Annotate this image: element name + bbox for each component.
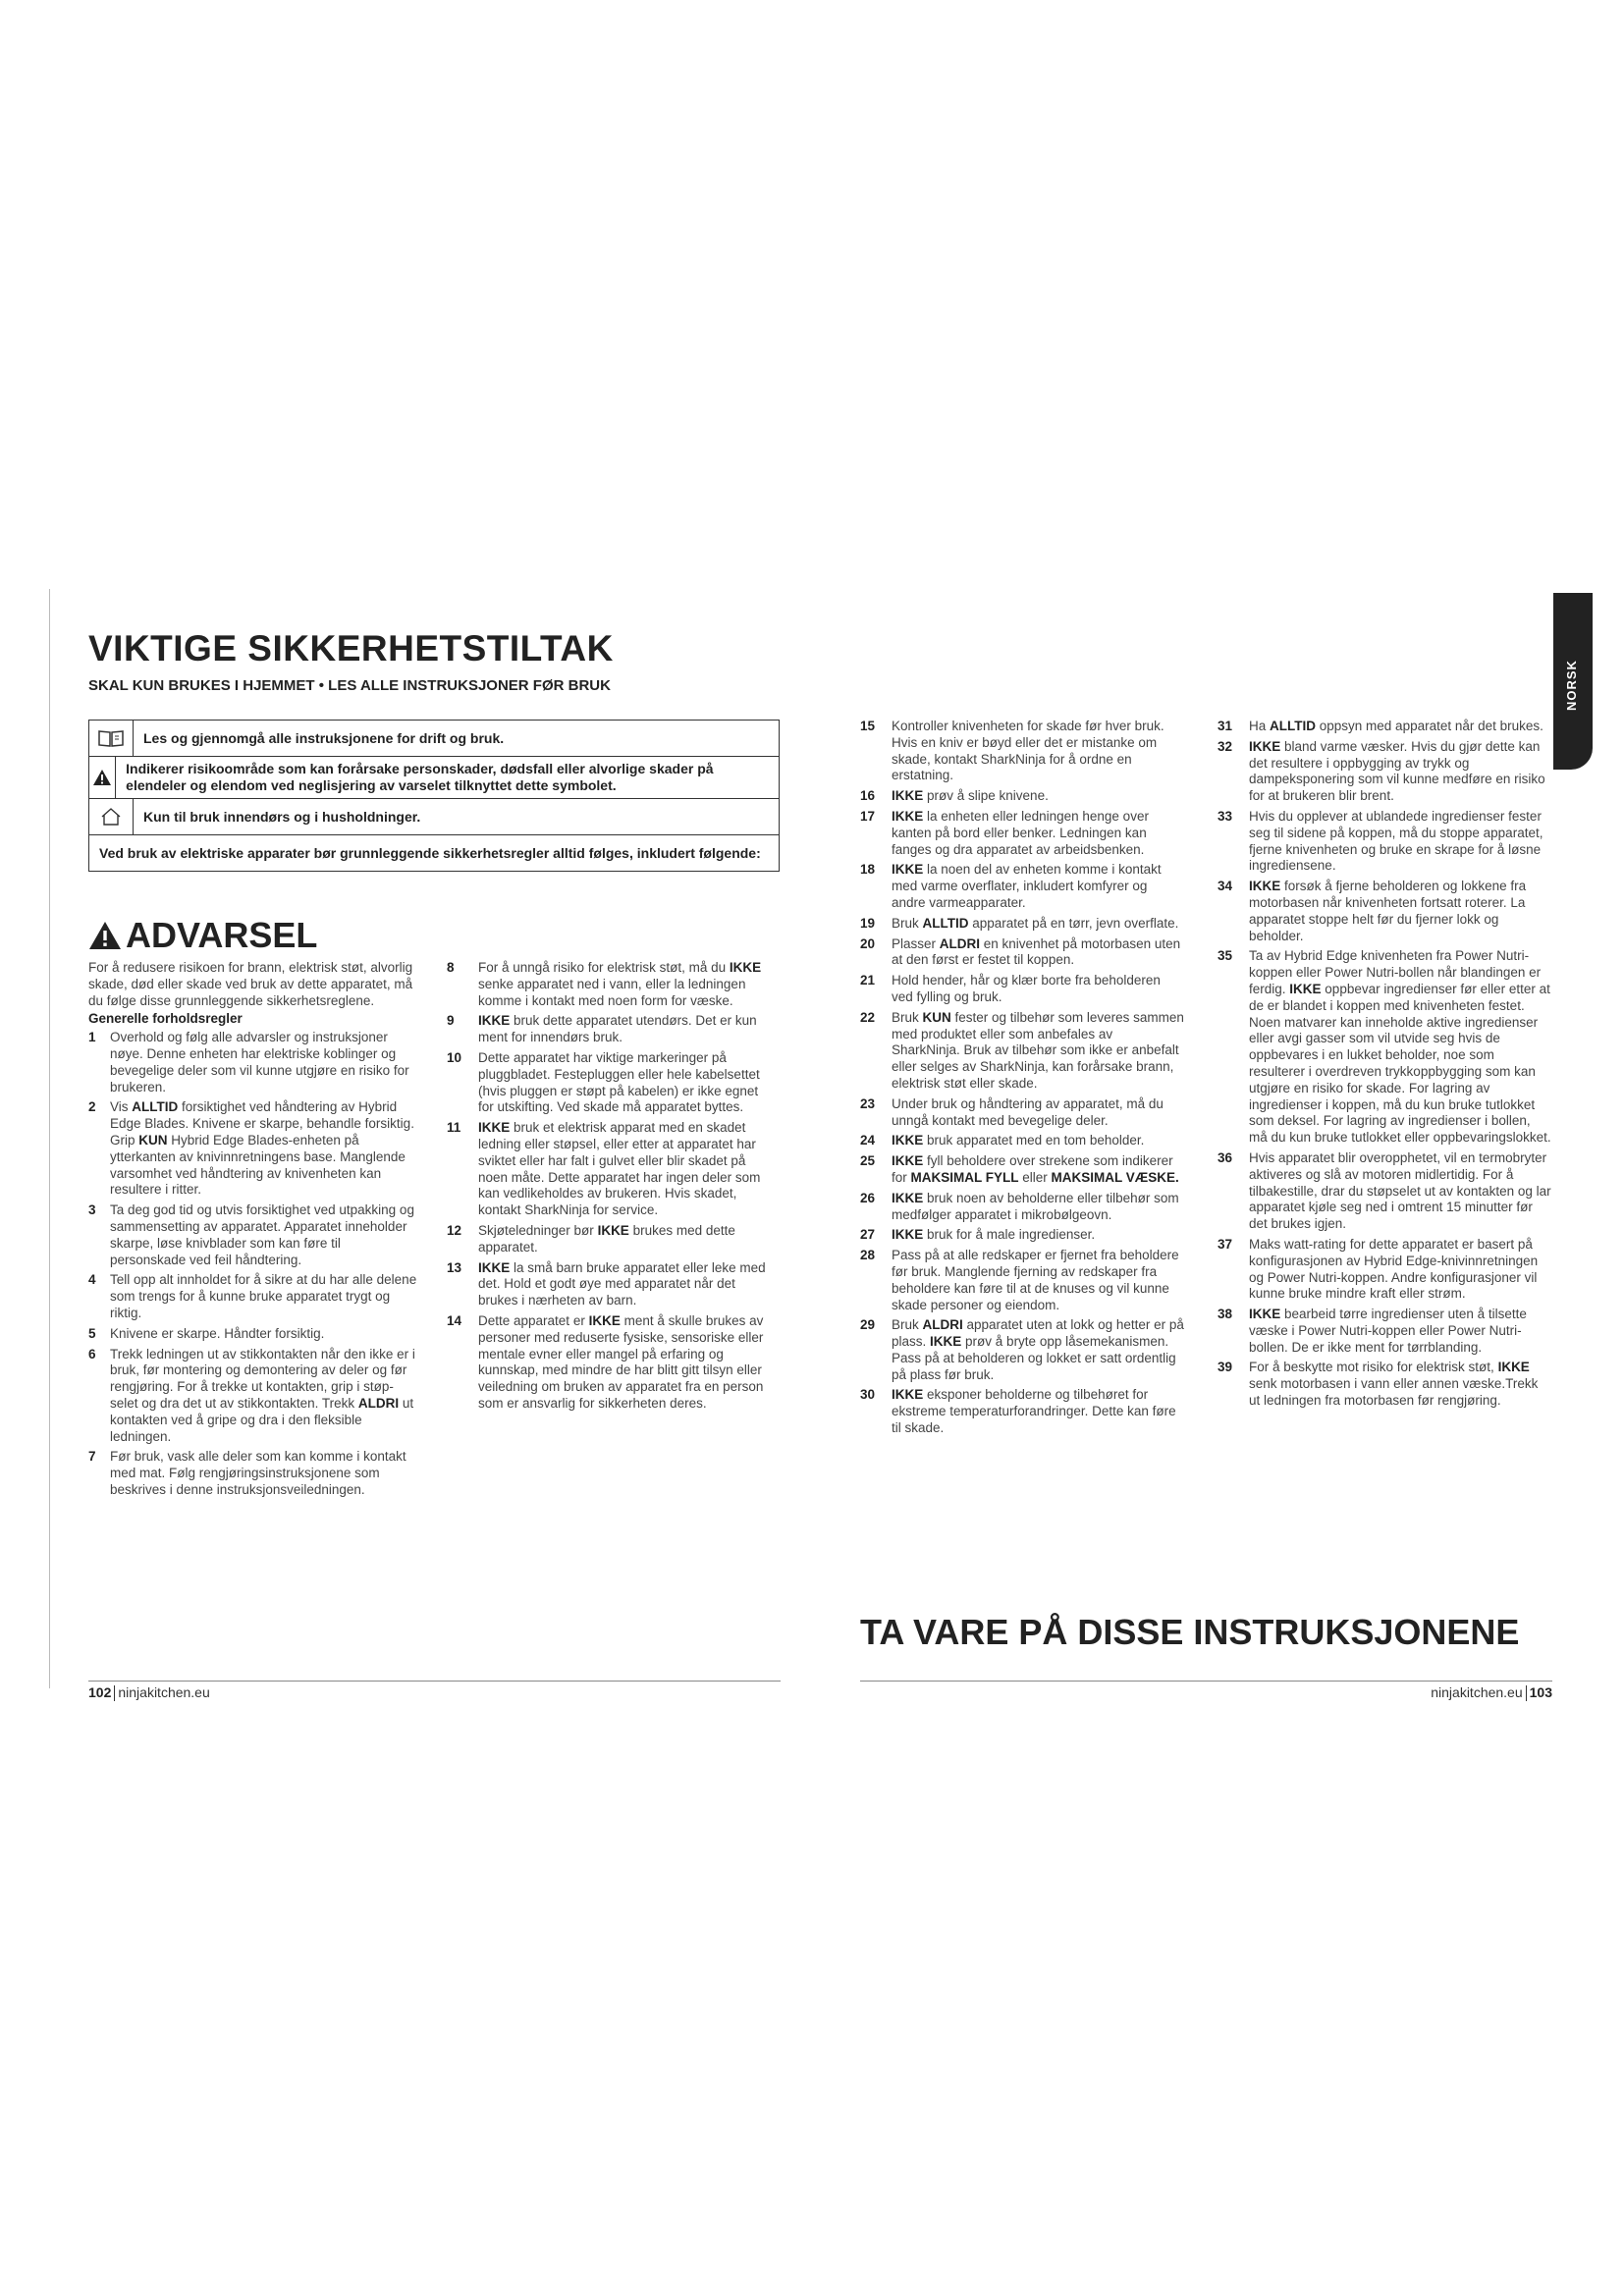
list-item: 3 Ta deg god tid og utvis forsiktighet ved utpakking og sammensetting av apparatet. Apparatet inneholder skarpe, løse knivblader som kan føre til personskade ved feil håndtering. bbox=[88, 1202, 414, 1267]
footer-site-left: ninjakitchen.eu bbox=[118, 1684, 210, 1700]
list-item: 11 IKKE bruk et elektrisk apparat med en skadet ledning eller støpsel, eller etter at apparatet har sviktet eller har falt i gulvet eller blir skadet på noen måte. Dette apparatet har ingen deler som kan vedlikeholdes av brukeren. Hvis skadet, kontakt SharkNinja for service. bbox=[447, 1120, 761, 1218]
list-item: 9 IKKE bruk dette apparatet utendørs. Det er kun ment for innendørs bruk. bbox=[447, 1013, 757, 1045]
column-2 bbox=[447, 960, 771, 1416]
list-item: 6 Trekk ledningen ut av stikkontakten når den ikke er i bruk, før montering og demontering av deler og før rengjøring. For å trekke ut kontakten, grip i støp-selet og dra det ut av stikkontakten. Trekk ALDRI ut kontakten ved å gripe og dra i den fleksible ledningen. bbox=[88, 1346, 415, 1444]
list-item: 21 Hold hender, hår og klær borte fra beholderen ved fylling og bruk. bbox=[860, 973, 1161, 1004]
list-item: 31 Ha ALLTID oppsyn med apparatet når det brukes. bbox=[1218, 719, 1543, 733]
list-item: 10 Dette apparatet har viktige markeringer på pluggbladet. Festepluggen eller hele kabelsettet (hvis pluggen er støpt på kabelen) er ikke egnet for utskifting. Ved skade må apparatet byttes. bbox=[447, 1049, 760, 1115]
warning-triangle-icon bbox=[89, 757, 116, 798]
list-item: 35 Ta av Hybrid Edge knivenheten fra Power Nutri-koppen eller Power Nutri-bollen når blandingen er ferdig. IKKE oppbevar ingredienser før eller etter at de er blandet i koppen med knivenheten festet. Noen matvarer kan inneholde aktive ingredienser eller avgi gasser som vil utvide seg hvis de oppbevares i en lukket beholder, noe som resulterer i overdreven trykkoppbygging som kan utgjøre en risiko for skade. For lagring av ingredienser i koppen, må du kun bruke tutlokket som deksel. For lagring av ingredienser i bollen, må du kun bruke tutlokket eller oppbevaringslokket. bbox=[1218, 948, 1551, 1146]
list-item: 22 Bruk KUN fester og tilbehør som leveres sammen med produktet eller som anbefales av SharkNinja. Bruk av tilbehør som ikke er anbefalt eller selges av SharkNinja, kan forårsake brann, elektrisk støt eller skade. bbox=[860, 1009, 1184, 1091]
info-indoor-text: Kun til bruk innendørs og i husholdninger. bbox=[143, 808, 421, 825]
list-item: 16 IKKE prøv å slipe knivene. bbox=[860, 788, 1049, 804]
page-number-left: 102 bbox=[88, 1684, 112, 1700]
list-item: 34 IKKE forsøk å fjerne beholderen og lokkene fra motorbasen når knivenheten fortsatt roterer. La apparatet stoppe helt før du fjerner lokk og beholder. bbox=[1218, 879, 1527, 943]
list-item: 19 Bruk ALLTID apparatet på en tørr, jevn overflate. bbox=[860, 915, 1179, 931]
info-box bbox=[88, 720, 780, 872]
info-warning-text: Indikerer risikoområde som kan forårsake personskader, dødsfall eller alvorlige skader på elendeler og elendom ved neglisjering av varselet tilknyttet dette symbolet. bbox=[126, 761, 714, 793]
warning-heading bbox=[88, 915, 317, 956]
language-tab-label: NORSK bbox=[1564, 660, 1579, 711]
info-row-general bbox=[89, 835, 779, 871]
list-item: 12 Skjøteledninger bør IKKE brukes med dette apparatet. bbox=[447, 1222, 735, 1255]
info-row-read bbox=[89, 721, 779, 757]
house-icon bbox=[89, 799, 134, 834]
section-heading: Generelle forholdsregler bbox=[88, 1011, 243, 1027]
list-item: 25 IKKE fyll beholdere over strekene som indikerer for MAKSIMAL FYLL eller MAKSIMAL VÆSKE. bbox=[860, 1153, 1179, 1185]
list-item: 37 Maks watt-rating for dette apparatet er basert på konfigurasjonen av Hybrid Edge-knivinnretningen og Power Nutri-koppen. Andre konfigurasjoner vil kunne bruke mindre kraft eller strøm. bbox=[1218, 1236, 1539, 1302]
list-item: 39 For å beskytte mot risiko for elektrisk støt, IKKE senk motorbasen i vann eller annen væske.Trekk ut ledningen fra motorbasen før rengjøring. bbox=[1218, 1360, 1539, 1409]
language-tab bbox=[1553, 593, 1593, 770]
list-item: 38 IKKE bearbeid tørre ingredienser uten å tilsette væske i Power Nutri-koppen eller Power Nutri-bollen. De er ikke ment for tørrblanding. bbox=[1218, 1307, 1527, 1355]
page-title: VIKTIGE SIKKERHETSTILTAK bbox=[88, 628, 614, 668]
list-item: 8 For å unngå risiko for elektrisk støt, må du IKKE senke apparatet ned i vann, eller la ledningen komme i kontakt med noen form for væske. bbox=[447, 960, 762, 1008]
list-item: 27 IKKE bruk for å male ingredienser. bbox=[860, 1227, 1096, 1243]
list-item: 4 Tell opp alt innholdet for å sikre at du har alle delene som trengs for å kunne bruke apparatet trygt og riktig. bbox=[88, 1272, 417, 1320]
column-4 bbox=[1218, 719, 1551, 1414]
list-item: 7 Før bruk, vask alle deler som kan komme i kontakt med mat. Følg rengjøringsinstruksjonene som beskrives i denne instruksjonsveiledningen. bbox=[88, 1449, 406, 1497]
list-item: 26 IKKE bruk noen av beholderne eller tilbehør som medfølger apparatet i mikrobølgeovn. bbox=[860, 1190, 1179, 1222]
warning-triangle-icon bbox=[88, 921, 122, 950]
info-general-text: Ved bruk av elektriske apparater bør grunnleggende sikkerhetsregler alltid følges, inkludert følgende: bbox=[99, 844, 761, 861]
list-item: 32 IKKE bland varme væsker. Hvis du gjør dette kan det resultere i oppbygging av trykk og dampeksponering som vil kunne medføre en risiko for at brukeren blir brent. bbox=[1218, 738, 1545, 804]
list-item: 36 Hvis apparatet blir overopphetet, vil en termobryter aktiveres og slå av motoren midlertidig. For å tilbakestille, drar du støpselet ut av kontakten og lar apparatet kjøle seg ned i omtrent 15 minutter før det brukes igjen. bbox=[1218, 1149, 1551, 1232]
info-read-text: Les og gjennomgå alle instruksjonene for drift og bruk. bbox=[143, 729, 505, 746]
warning-title: ADVARSEL bbox=[126, 915, 318, 955]
info-row-warning bbox=[89, 757, 779, 799]
list-item: 13 IKKE la små barn bruke apparatet eller leke med det. Hold et godt øye med apparatet når det brukes i nærheten av barn. bbox=[447, 1259, 766, 1308]
list-item: 33 Hvis du opplever at ublandede ingredienser fester seg til sidene på koppen, må du stoppe apparatet, fjerne knivenheten og bruke en skrape for å løsne ingrediensene. bbox=[1218, 808, 1543, 874]
footer-left bbox=[88, 1681, 781, 1701]
list-item: 17 IKKE la enheten eller ledningen henge over kanten på bord eller benker. Ledningen kan fanges og dra apparatet av arbeidsbenken. bbox=[860, 808, 1149, 857]
page-number-right: 103 bbox=[1529, 1684, 1552, 1700]
list-item: 29 Bruk ALDRI apparatet uten at lokk og hetter er på plass. IKKE prøv å bryte opp låsemekanismen. Pass på at beholderen og lokket er satt ordentlig på plass før bruk. bbox=[860, 1317, 1184, 1382]
footer-site-right: ninjakitchen.eu bbox=[1431, 1684, 1523, 1700]
warning-intro: For å redusere risikoen for brann, elektrisk støt, alvorlig skade, død eller skade ved bruk av dette apparatet, må du følge disse grunnleggende sikkerhetsreglene. bbox=[88, 960, 413, 1008]
list-item: 2 Vis ALLTID forsiktighet ved håndtering av Hybrid Edge Blades. Knivene er skarpe, behandle forsiktig. Grip KUN Hybrid Edge Blades-enheten på ytterkanten av knivinnretningens base. Manglende varsomhet ved håndtering av knivenheten kan resultere i ritter. bbox=[88, 1099, 414, 1198]
list-item: 20 Plasser ALDRI en knivenhet på motorbasen uten at den først er festet til koppen. bbox=[860, 935, 1181, 968]
footer-right bbox=[860, 1681, 1552, 1701]
info-row-indoor bbox=[89, 799, 779, 835]
list-item: 18 IKKE la noen del av enheten komme i kontakt med varme overflater, inkludert komfyrer og andre varmeapparater. bbox=[860, 862, 1162, 910]
list-item: 5 Knivene er skarpe. Håndter forsiktig. bbox=[88, 1325, 325, 1341]
closing-title: TA VARE PÅ DISSE INSTRUKSJONENE bbox=[860, 1612, 1520, 1652]
column-1 bbox=[88, 960, 417, 1503]
list-item: 23 Under bruk og håndtering av apparatet, må du unngå kontakt med bevegelige deler. bbox=[860, 1095, 1164, 1128]
list-item: 1 Overhold og følg alle advarsler og instruksjoner nøye. Denne enheten har elektriske koblinger og bevegelige deler som vil kunne utgjøre en risiko for brukeren. bbox=[88, 1030, 409, 1095]
list-item: 24 IKKE bruk apparatet med en tom beholder. bbox=[860, 1133, 1145, 1148]
book-icon bbox=[89, 721, 134, 756]
list-item: 30 IKKE eksponer beholderne og tilbehøret for ekstreme temperaturforandringer. Dette kan føre til skade. bbox=[860, 1387, 1176, 1436]
list-item: 28 Pass på at alle redskaper er fjernet fra beholdere før bruk. Manglende fjerning av redskaper fra beholdere kan føre til at de knuses og vil kunne skade personer og eiendom. bbox=[860, 1248, 1179, 1312]
list-item: 14 Dette apparatet er IKKE ment å skulle brukes av personer med reduserte fysiske, sensoriske eller mentale evner eller mangel på erfaring og kunnskap, med mindre de har blitt gitt tilsyn eller veiledning om bruken av apparatet fra en person som er ansvarlig for sikkerheten deres. bbox=[447, 1312, 764, 1411]
list-item: 15 Kontroller knivenheten for skade før hver bruk. Hvis en kniv er bøyd eller det er mistanke om skade, kontakt SharkNinja for å ordne en erstatning. bbox=[860, 719, 1164, 783]
page-subtitle: SKAL KUN BRUKES I HJEMMET • LES ALLE INSTRUKSJONER FØR BRUK bbox=[88, 677, 611, 694]
column-3 bbox=[860, 719, 1184, 1441]
